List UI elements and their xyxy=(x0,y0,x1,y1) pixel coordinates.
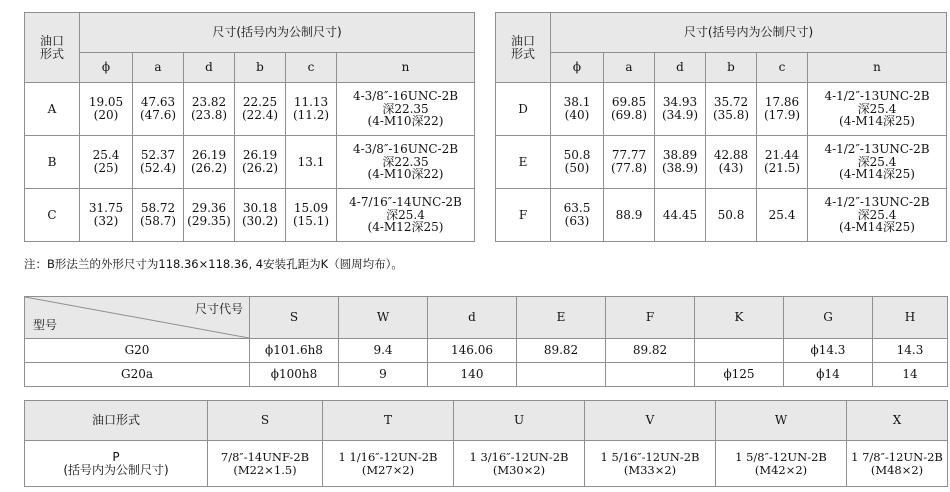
metric-size: (M27×2) xyxy=(361,462,415,477)
cell-b: 50.8 xyxy=(706,189,757,242)
cell-phi: 38.1 (40) xyxy=(551,83,604,136)
cell-phi: 50.8 (50) xyxy=(551,136,604,189)
col-d: d xyxy=(655,53,706,83)
col-b: b xyxy=(706,53,757,83)
row-label-note: (括号内为公制尺寸) xyxy=(63,462,169,477)
cell: 9.4 xyxy=(339,339,428,363)
col-H: H xyxy=(873,297,948,339)
table-row xyxy=(25,136,475,189)
col-c: c xyxy=(286,53,337,83)
col-a: a xyxy=(604,53,655,83)
model-name: G20 xyxy=(25,339,250,363)
cell: ϕ100h8 xyxy=(250,363,339,387)
col-b: b xyxy=(235,53,286,83)
cell-d: 44.45 xyxy=(655,189,706,242)
cell: 14.3 xyxy=(873,339,948,363)
thread-size: 1 3/16″-12UN-2B xyxy=(469,450,569,465)
cell: 14 xyxy=(873,363,948,387)
cell-phi: 63.5 (63) xyxy=(551,189,604,242)
cell: ϕ14 xyxy=(784,363,873,387)
table-row xyxy=(25,363,948,387)
col-phi: ϕ xyxy=(551,53,604,83)
cell xyxy=(695,339,784,363)
col-U: U xyxy=(454,401,585,441)
row-type: D xyxy=(496,83,551,136)
table-row xyxy=(25,83,475,136)
col-n: n xyxy=(337,53,475,83)
col-d: d xyxy=(428,297,517,339)
cell-n: 4-1/2″-13UNC-2B 深25.4 (4-M14深25) xyxy=(808,136,947,189)
cell-n: 4-3/8″-16UNC-2B 深22.35 (4-M10深22) xyxy=(337,83,475,136)
cell-phi: 19.05 (20) xyxy=(80,83,133,136)
table-row xyxy=(496,83,947,136)
thread-size: 1 7/8″-12UN-2B xyxy=(851,450,943,465)
thread-cell xyxy=(454,441,585,487)
col-X: X xyxy=(847,401,948,441)
port-type-header: 油口 形式 xyxy=(496,13,551,83)
size-header: 尺寸(括号内为公制尺寸) xyxy=(80,13,475,53)
cell-b: 35.72 (35.8) xyxy=(706,83,757,136)
cell: 146.06 xyxy=(428,339,517,363)
table-row xyxy=(25,339,948,363)
col-n: n xyxy=(808,53,947,83)
metric-size: (M48×2) xyxy=(870,462,924,477)
cell-d: 29.36 (29.35) xyxy=(184,189,235,242)
cell-d: 23.82 (23.8) xyxy=(184,83,235,136)
table-row xyxy=(25,441,948,487)
cell: 89.82 xyxy=(517,339,606,363)
cell-a: 88.9 xyxy=(604,189,655,242)
cell-a: 69.85 (69.8) xyxy=(604,83,655,136)
cell-c: 13.1 xyxy=(286,136,337,189)
footnote: 注：B形法兰的外形尺寸为118.36×118.36, 4安装孔距为K（圆周均布）。 xyxy=(24,257,403,271)
cell-b: 26.19 (26.2) xyxy=(235,136,286,189)
cell-d: 34.93 (34.9) xyxy=(655,83,706,136)
flange-size-table-left xyxy=(24,12,475,242)
col-G: G xyxy=(784,297,873,339)
cell: 9 xyxy=(339,363,428,387)
cell: 140 xyxy=(428,363,517,387)
cell-b: 22.25 (22.4) xyxy=(235,83,286,136)
row-type: F xyxy=(496,189,551,242)
row-label-p: P xyxy=(112,449,120,464)
col-F: F xyxy=(606,297,695,339)
row-type: A xyxy=(25,83,80,136)
port-type-header: 油口 形式 xyxy=(25,13,80,83)
corner-top-label: 尺寸代号 xyxy=(194,302,243,316)
port-type-header: 油口形式 xyxy=(25,401,208,441)
thread-cell xyxy=(208,441,323,487)
cell-a: 52.37 (52.4) xyxy=(133,136,184,189)
thread-size: 1 5/8″-12UN-2B xyxy=(735,450,827,465)
cell: ϕ14.3 xyxy=(784,339,873,363)
metric-size: (M42×2) xyxy=(754,462,808,477)
model-name: G20a xyxy=(25,363,250,387)
cell-n: 4-1/2″-13UNC-2B 深25.4 (4-M14深25) xyxy=(808,83,947,136)
thread-cell xyxy=(585,441,716,487)
cell-c: 17.86 (17.9) xyxy=(757,83,808,136)
col-W: W xyxy=(339,297,428,339)
cell xyxy=(606,363,695,387)
flange-size-table-right xyxy=(495,12,947,242)
col-V: V xyxy=(585,401,716,441)
size-header: 尺寸(括号内为公制尺寸) xyxy=(551,13,947,53)
thread-cell xyxy=(847,441,948,487)
cell-phi: 25.4 (25) xyxy=(80,136,133,189)
cell-c: 25.4 xyxy=(757,189,808,242)
cell: 89.82 xyxy=(606,339,695,363)
thread-size: 1 5/16″-12UN-2B xyxy=(600,450,700,465)
cell-n: 4-3/8″-16UNC-2B 深22.35 (4-M10深22) xyxy=(337,136,475,189)
col-phi: ϕ xyxy=(80,53,133,83)
cell-b: 30.18 (30.2) xyxy=(235,189,286,242)
table-row xyxy=(496,189,947,242)
cell-a: 47.63 (47.6) xyxy=(133,83,184,136)
col-S: S xyxy=(250,297,339,339)
cell-phi: 31.75 (32) xyxy=(80,189,133,242)
cell-n: 4-1/2″-13UNC-2B 深25.4 (4-M14深25) xyxy=(808,189,947,242)
col-d: d xyxy=(184,53,235,83)
cell-d: 26.19 (26.2) xyxy=(184,136,235,189)
metric-size: (M22×1.5) xyxy=(233,462,297,477)
cell-c: 21.44 (21.5) xyxy=(757,136,808,189)
cell: ϕ125 xyxy=(695,363,784,387)
thread-size: 1 1/16″-12UN-2B xyxy=(338,450,438,465)
thread-cell xyxy=(716,441,847,487)
cell-d: 38.89 (38.9) xyxy=(655,136,706,189)
row-type: B xyxy=(25,136,80,189)
col-W: W xyxy=(716,401,847,441)
col-T: T xyxy=(323,401,454,441)
cell: ϕ101.6h8 xyxy=(250,339,339,363)
model-dimension-table xyxy=(24,296,948,387)
table-row xyxy=(496,136,947,189)
cell-a: 77.77 (77.8) xyxy=(604,136,655,189)
metric-size: (M30×2) xyxy=(492,462,546,477)
col-a: a xyxy=(133,53,184,83)
thread-size: 7/8″-14UNF-2B xyxy=(220,450,310,465)
col-S: S xyxy=(208,401,323,441)
col-E: E xyxy=(517,297,606,339)
cell-a: 58.72 (58.7) xyxy=(133,189,184,242)
cell xyxy=(517,363,606,387)
metric-size: (M33×2) xyxy=(623,462,677,477)
col-K: K xyxy=(695,297,784,339)
row-type: E xyxy=(496,136,551,189)
cell-b: 42.88 (43) xyxy=(706,136,757,189)
cell-n: 4-7/16″-14UNC-2B 深25.4 (4-M12深25) xyxy=(337,189,475,242)
row-type: C xyxy=(25,189,80,242)
port-thread-table xyxy=(24,400,948,487)
corner-bottom-label: 型号 xyxy=(33,318,58,333)
row-label xyxy=(25,441,208,487)
col-c: c xyxy=(757,53,808,83)
table-row xyxy=(25,189,475,242)
corner-header xyxy=(25,297,250,339)
cell-c: 15.09 (15.1) xyxy=(286,189,337,242)
thread-cell xyxy=(323,441,454,487)
cell-c: 11.13 (11.2) xyxy=(286,83,337,136)
